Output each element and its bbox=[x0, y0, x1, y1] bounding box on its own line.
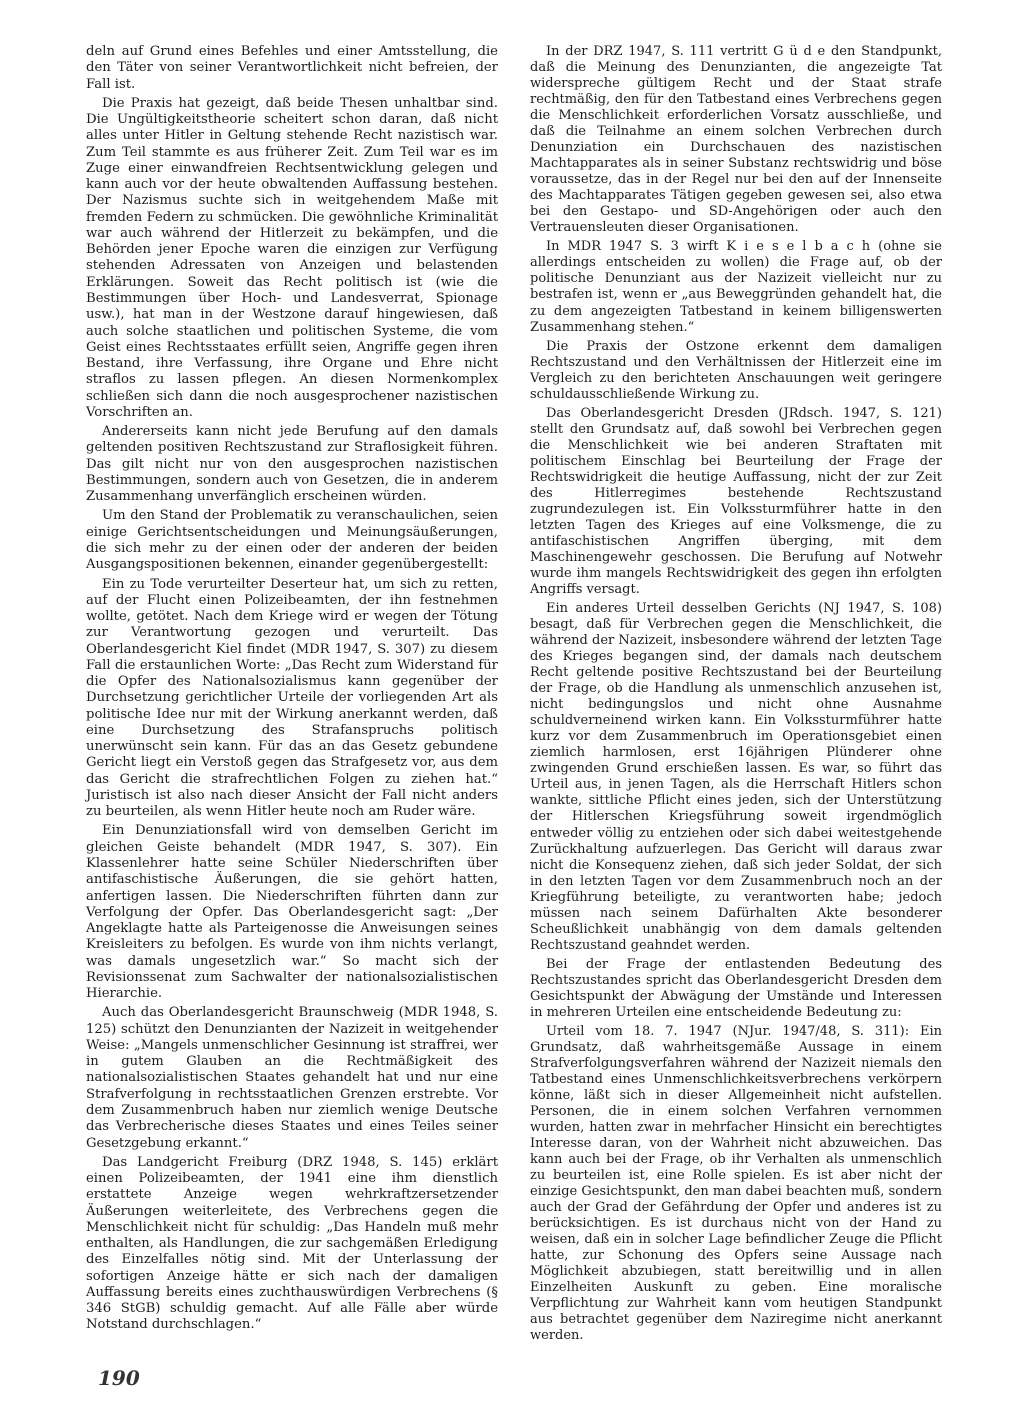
paragraph: Bei der Frage der entlastenden Bedeutung des Rechtszustandes spricht das Oberlandesgericht Dresden dem Gesichtspunkt der Abwägung der Umstände und Interessen in mehreren Urteilen eine entscheidende Bedeutung zu: bbox=[530, 956, 942, 1020]
page-number: 190 bbox=[98, 1366, 140, 1390]
paragraph: Die Praxis hat gezeigt, daß beide Thesen unhaltbar sind. Die Ungültigkeitstheorie scheitert schon daran, daß nicht alles unter Hitler in Geltung stehende Recht nazistisch war. Zum Teil stammte es aus früherer Zeit. Zum Teil war es im Zuge einer einwandfreien Rechtsentwicklung gelegen und kann auch vor der heute obwaltenden Auffassung bestehen. Der Nazismus suchte sich in weitgehendem Maße mit fremden Federn zu schmücken. Die gewöhnliche Kriminalität war auch während der Hitlerzeit zu bekämpfen, und die Behörden jener Epoche waren die einzigen zur Verfügung stehenden Adressaten von Anzeigen und belastenden Erklärungen. Soweit das Recht politisch ist (wie die Bestimmungen über Hoch- und Landesverrat, Spionage usw.), hat man in der Westzone darauf hingewiesen, daß auch solche staatlichen und politischen Systeme, die vom Geist eines Rechtsstaates erfüllt seien, Angriffe gegen ihren Bestand, ihre Verfassung, ihre Organe und Ehre nicht straflos zu lassen pflegen. An diesen Normenkomplex schließen sich dann die noch ausgesprochener nazistischen Vorschriften an. bbox=[86, 95, 498, 420]
right-column bbox=[530, 44, 942, 1348]
paragraph: Urteil vom 18. 7. 1947 (NJur. 1947/48, S. 311): Ein Grundsatz, daß wahrheitsgemäße Aussage in einem Strafverfolgungsverfahren während der Nazizeit niemals den Tatbestand eines Unmenschlichkeitsverbrechens verkörpern könne, läßt sich in dieser Allgemeinheit nicht aufstellen. Personen, die in einem solchen Verfahren vernommen wurden, hatten zwar in mehrfacher Hinsicht ein berechtigtes Interesse daran, von der Wahrheit nicht abzuweichen. Das kann auch bei der Frage, ob ihr Verhalten als unmenschlich zu beurteilen ist, eine Rolle spielen. Es ist aber nicht der einzige Gesichtspunkt, den man dabei beachten muß, sondern auch der Grad der Gefährdung der Opfer und anderes ist zu berücksichtigen. Es ist durchaus nicht von der Hand zu weisen, daß ein in solcher Lage befindlicher Zeuge die Pflicht hatte, zur Schonung des Opfers seine Aussage nach Möglichkeit abzubiegen, statt bereitwillig und in allen Einzelheiten Auskunft zu geben. Eine moralische Verpflichtung zur Wahrheit kann vom heutigen Standpunkt aus betrachtet gegenüber dem Naziregime nicht anerkannt werden. bbox=[530, 1023, 942, 1344]
paragraph: Die Praxis der Ostzone erkennt dem damaligen Rechtszustand und den Verhältnissen der Hitlerzeit eine im Vergleich zu den berichteten Anschauungen weit geringere schuldausschließende Wirkung zu. bbox=[530, 338, 942, 402]
paragraph: Auch das Oberlandesgericht Braunschweig (MDR 1948, S. 125) schützt den Denunzianten der Nazizeit in weitgehender Weise: „Mangels unmenschlicher Gesinnung ist straffrei, wer in gutem Glauben an die Rechtmäßigkeit des nationalsozialistischen Staates gehandelt hat und nur eine Strafverfolgung in rechtsstaatlichen Grenzen erstrebte. Vor dem Zusammenbruch haben nur ziemlich wenige Deutsche das Verbrecherische dieses Staates und eines Teiles seiner Gesetzgebung erkannt.“ bbox=[86, 1005, 498, 1151]
paragraph: Um den Stand der Problematik zu veranschaulichen, seien einige Gerichtsentscheidungen und Meinungsäußerungen, die sich mehr zu der einen oder der anderen der beiden Ausgangspositionen bekennen, einander gegenübergestellt: bbox=[86, 508, 498, 573]
paragraph: Andererseits kann nicht jede Berufung auf den damals geltenden positiven Rechtszustand zur Straflosigkeit führen. Das gilt nicht nur von den ausgesprochen nazistischen Bestimmungen, sondern auch von Gesetzen, die in anderem Zusammenhang unverfänglich erscheinen würden. bbox=[86, 424, 498, 505]
paragraph: deln auf Grund eines Befehles und einer Amtsstellung, die den Täter von seiner Verantwortlichkeit nicht befreien, der Fall ist. bbox=[86, 44, 498, 92]
paragraph: Ein Denunziationsfall wird von demselben Gericht im gleichen Geiste behandelt (MDR 1947, S. 307). Ein Klassenlehrer hatte seine Schüler Niederschriften über antifaschistische Äußerungen, die sie gehört hatten, anfertigen lassen. Die Niederschriften führten dann zur Verfolgung der Opfer. Das Oberlandesgericht sagt: „Der Angeklagte hatte als Parteigenosse die Anweisungen seines Kreisleiters zu befolgen. Es wurde von ihm nichts verlangt, was damals ungesetzlich war.“ So macht sich der Revisionssenat zum Sachwalter der nationalsozialistischen Hierarchie. bbox=[86, 823, 498, 1002]
paragraph: In MDR 1947 S. 3 wirft K i e s e l b a c h (ohne sie allerdings entscheiden zu wollen) die Frage auf, ob der politische Denunziant aus der Nazizeit vielleicht nur zu bestrafen ist, wenn er „aus Beweggründen gehandelt hat, die zu dem angezeigten Tatbestand in keinem billigenswerten Zusammenhang stehen.“ bbox=[530, 239, 942, 335]
paragraph: Ein anderes Urteil desselben Gerichts (NJ 1947, S. 108) besagt, daß für Verbrechen gegen die Menschlichkeit, die während der Nazizeit, insbesondere während der letzten Tage des Krieges begangen sind, der damals nach deutschem Recht geltende positive Rechtszustand bei der Beurteilung der Frage, ob die Handlung als unmenschlich anzusehen ist, nicht bedingungslos und nicht ohne Ausnahme schuldverneinend wirken kann. Ein Volkssturmführer hatte kurz vor dem Zusammenbruch im Operationsgebiet einen ziemlich harmlosen, erst 16jährigen Plünderer ohne zwingenden Grund erschießen lassen. Es war, so führt das Urteil aus, in jenen Tagen, als die Herrschaft Hitlers schon wankte, sittliche Pflicht eines jeden, sich der Unterstützung der Hitlerschen Kriegsführung soweit irgendmöglich entweder völlig zu entziehen oder sich dabei weitestgehende Zurückhaltung aufzuerlegen. Das Gericht will daraus zwar nicht die Konsequenz ziehen, daß sich jeder Soldat, der sich in den letzten Tagen vor dem Zusammenbruch noch an der Kriegführung beteiligte, zu verantworten habe; jedoch müssen nach seinem Dafürhalten Akte besonderer Scheußlichkeit unabhängig von dem damals geltenden Rechtszustand geahndet werden. bbox=[530, 601, 942, 953]
paragraph: Ein zu Tode verurteilter Deserteur hat, um sich zu retten, auf der Flucht einen Polizeibeamten, der ihn festnehmen wollte, getötet. Nach dem Kriege wird er wegen der Tötung zur Verantwortung gezogen und verurteilt. Das Oberlandesgericht Kiel findet (MDR 1947, S. 307) zu diesem Fall die erstaunlichen Worte: „Das Recht zum Widerstand für die Opfer des Nationalsozialismus kann gegenüber der Durchsetzung gerichtlicher Urteile der vorliegenden Art als politische Idee nur mit der Wirkung anerkannt werden, daß eine Durchsetzung des Strafanspruchs politisch unerwünscht sein kann. Für das an das Gesetz gebundene Gericht liegt ein Verstoß gegen das Strafgesetz vor, aus dem das Gericht die strafrechtlichen Folgen zu ziehen hat.“ Juristisch ist also nach dieser Ansicht der Fall nicht anders zu beurteilen, als wenn Hitler heute noch am Ruder wäre. bbox=[86, 576, 498, 820]
left-column bbox=[86, 44, 498, 1337]
paragraph: Das Landgericht Freiburg (DRZ 1948, S. 145) erklärt einen Polizeibeamten, der 1941 eine ihm dienstlich erstattete Anzeige wegen wehrkraftzersetzender Äußerungen weiterleitete, des Verbrechens gegen die Menschlichkeit nicht für schuldig: „Das Handeln muß mehr enthalten, als Handlungen, die zur sachgemäßen Erledigung des Einzelfalles nötig sind. Mit der Unterlassung der sofortigen Anzeige hätte er sich nach der damaligen Auffassung bereits eines zuchthauswürdigen Verbrechens (§ 346 StGB) schuldig gemacht. Auf alle Fälle aber würde Notstand durchschlagen.“ bbox=[86, 1154, 498, 1333]
paragraph: Das Oberlandesgericht Dresden (JRdsch. 1947, S. 121) stellt den Grundsatz auf, daß sowohl bei Verbrechen gegen die Menschlichkeit wie bei anderen Straftaten mit politischem Einschlag bei Beurteilung der Frage der Rechtswidrigkeit die heutige Auffassung, nicht der zur Zeit des Hitlerregimes bestehende Rechtszustand zugrundezulegen ist. Ein Volkssturmführer hatte in den letzten Tagen des Krieges auf eine Volksmenge, die zu antifaschistischen Angriffen überging, mit dem Maschinengewehr geschossen. Die Berufung auf Notwehr wurde ihm mangels Rechtswidrigkeit des gegen ihn erfolgten Angriffs versagt. bbox=[530, 405, 942, 598]
paragraph: In der DRZ 1947, S. 111 vertritt G ü d e den Standpunkt, daß die Meinung des Denunzianten, die angezeigte Tat widerspreche gültigem Recht und der Staat strafe rechtmäßig, den für den Tatbestand eines Verbrechens gegen die Menschlichkeit erforderlichen Vorsatz ausschließe, und daß die Teilnahme an einem solchen Verbrechen durch Denunziation ein Durchschauen des nazistischen Machtapparates als in seiner Substanz rechtswidrig und böse voraussetze, das in der Regel nur bei den auf der Innenseite des Machtapparates Tätigen gegeben gewesen sei, also etwa bei den Gestapo- und SD-Angehörigen oder auch den Vertrauensleuten dieser Organisationen. bbox=[530, 44, 942, 236]
